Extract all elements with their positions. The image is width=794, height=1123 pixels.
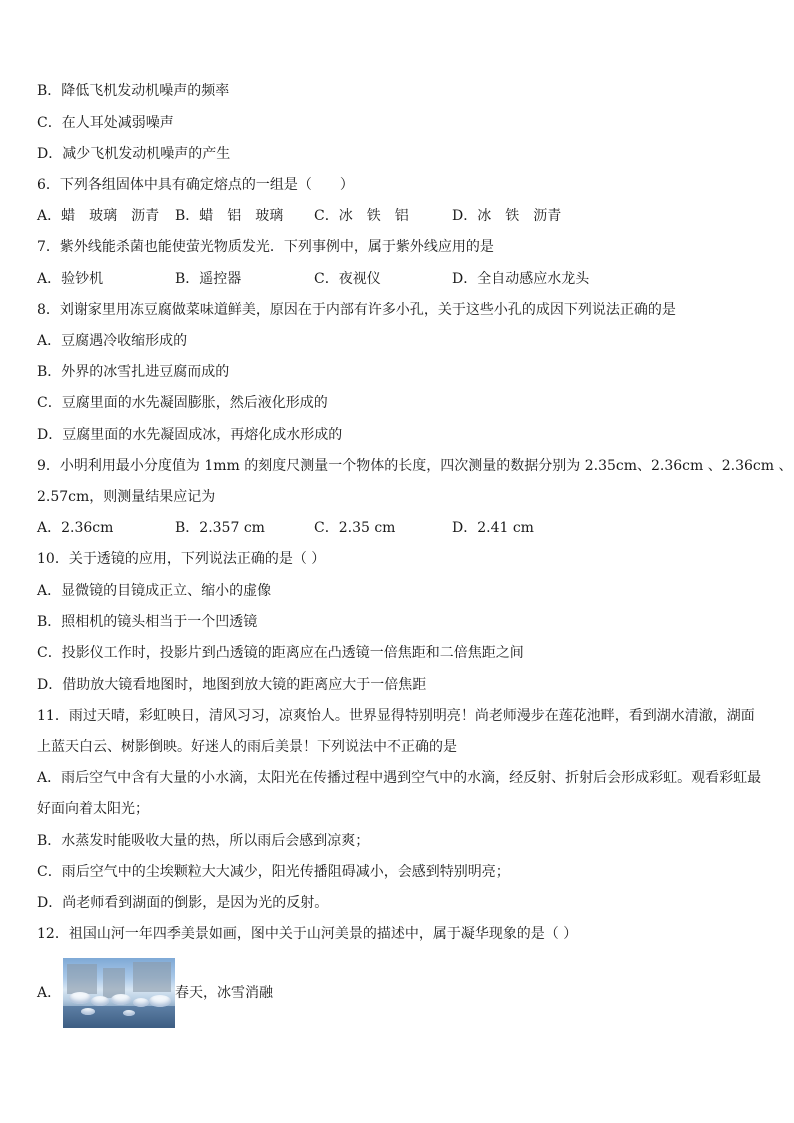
q6-option-a: A．蜡 玻璃 沥青: [37, 208, 160, 224]
q9-stem-line2: 2.57cm，则测量结果应记为: [37, 489, 216, 505]
q11-stem-line2: 上蓝天白云、树影倒映。好迷人的雨后美景！下列说法中不正确的是: [37, 739, 457, 755]
q11-option-d: D．尚老师看到湖面的倒影，是因为光的反射。: [37, 895, 329, 911]
q5-option-b: B．降低飞机发动机噪声的频率: [37, 83, 230, 99]
q8-option-d: D．豆腐里面的水先凝固成冰，再熔化成水形成的: [37, 427, 343, 443]
q5-option-c: C．在人耳处减弱噪声: [37, 115, 174, 131]
q5-option-d: D．减少飞机发动机噪声的产生: [37, 146, 231, 162]
q7-stem: 7．紫外线能杀菌也能使萤光物质发光．下列事例中，属于紫外线应用的是: [37, 239, 494, 255]
q9-stem-line1: 9．小明利用最小分度值为 1mm 的刻度尺测量一个物体的长度，四次测量的数据分别为 2.35cm、2.36cm 、2.36cm 、: [37, 458, 793, 474]
q6-option-d: D．冰 铁 沥青: [452, 208, 562, 224]
q8-option-c: C．豆腐里面的水先凝固膨胀，然后液化形成的: [37, 395, 328, 411]
q10-option-b: B．照相机的镜头相当于一个凹透镜: [37, 614, 258, 630]
snow-mound: [133, 998, 149, 1007]
q11-stem-line1: 11．雨过天晴，彩虹映日，清风习习，凉爽怡人。世界显得特别明亮！尚老师漫步在莲花池畔，看到湖水清澈，湖面: [37, 708, 755, 724]
snow-river-photo: [63, 958, 175, 1028]
q11-option-b: B．水蒸发时能吸收大量的热，所以雨后会感到凉爽；: [37, 833, 370, 849]
q8-stem: 8．刘谢家里用冻豆腐做菜味道鲜美，原因在于内部有许多小孔，关于这些小孔的成因下列说法正确的是: [37, 302, 676, 318]
snow-mound: [81, 1008, 95, 1015]
q10-option-c: C．投影仪工作时，投影片到凸透镜的距离应在凸透镜一倍焦距和二倍焦距之间: [37, 645, 524, 661]
river-water: [63, 1006, 175, 1028]
q8-option-a: A．豆腐遇冷收缩形成的: [37, 333, 188, 349]
q10-stem: 10．关于透镜的应用，下列说法正确的是（ ）: [37, 551, 326, 567]
snow-mound: [123, 1010, 135, 1016]
tree-shape: [67, 964, 97, 994]
q12-option-a-label: A．: [37, 985, 62, 1001]
q9-option-a: A．2.36cm: [37, 520, 114, 536]
snow-mound: [91, 996, 109, 1006]
q10-option-a: A．显微镜的目镜成正立、缩小的虚像: [37, 583, 272, 599]
q12-stem: 12．祖国山河一年四季美景如画，图中关于山河美景的描述中，属于凝华现象的是（ ）: [37, 926, 578, 942]
q6-stem: 6．下列各组固体中具有确定熔点的一组是（ ）: [37, 177, 354, 193]
snow-mound: [69, 992, 91, 1004]
q11-option-a-line2: 好面向着太阳光；: [37, 801, 149, 817]
q7-option-a: A．验钞机: [37, 271, 104, 287]
q11-option-c: C．雨后空气中的尘埃颗粒大大减少，阳光传播阻碍减小，会感到特别明亮；: [37, 864, 510, 880]
snow-mound: [111, 994, 131, 1005]
q7-option-c: C．夜视仪: [314, 271, 381, 287]
tree-shape: [133, 962, 171, 992]
snow-mound: [149, 995, 171, 1007]
q9-option-c: C．2.35 cm: [314, 520, 396, 536]
q9-option-b: B．2.357 cm: [175, 520, 265, 536]
q11-option-a-line1: A．雨后空气中含有大量的小水滴，太阳光在传播过程中遇到空气中的水滴，经反射、折射后会形成彩虹。观看彩虹最: [37, 770, 762, 786]
q8-option-b: B．外界的冰雪扎进豆腐而成的: [37, 364, 230, 380]
q6-option-c: C．冰 铁 铝: [314, 208, 409, 224]
q7-option-d: D．全自动感应水龙头: [452, 271, 590, 287]
q7-option-b: B．遥控器: [175, 271, 242, 287]
q12-option-a-caption: 春天，冰雪消融: [175, 985, 273, 1001]
q10-option-d: D．借助放大镜看地图时，地图到放大镜的距离应大于一倍焦距: [37, 677, 427, 693]
q6-option-b: B．蜡 铝 玻璃: [175, 208, 284, 224]
q9-option-d: D．2.41 cm: [452, 520, 534, 536]
